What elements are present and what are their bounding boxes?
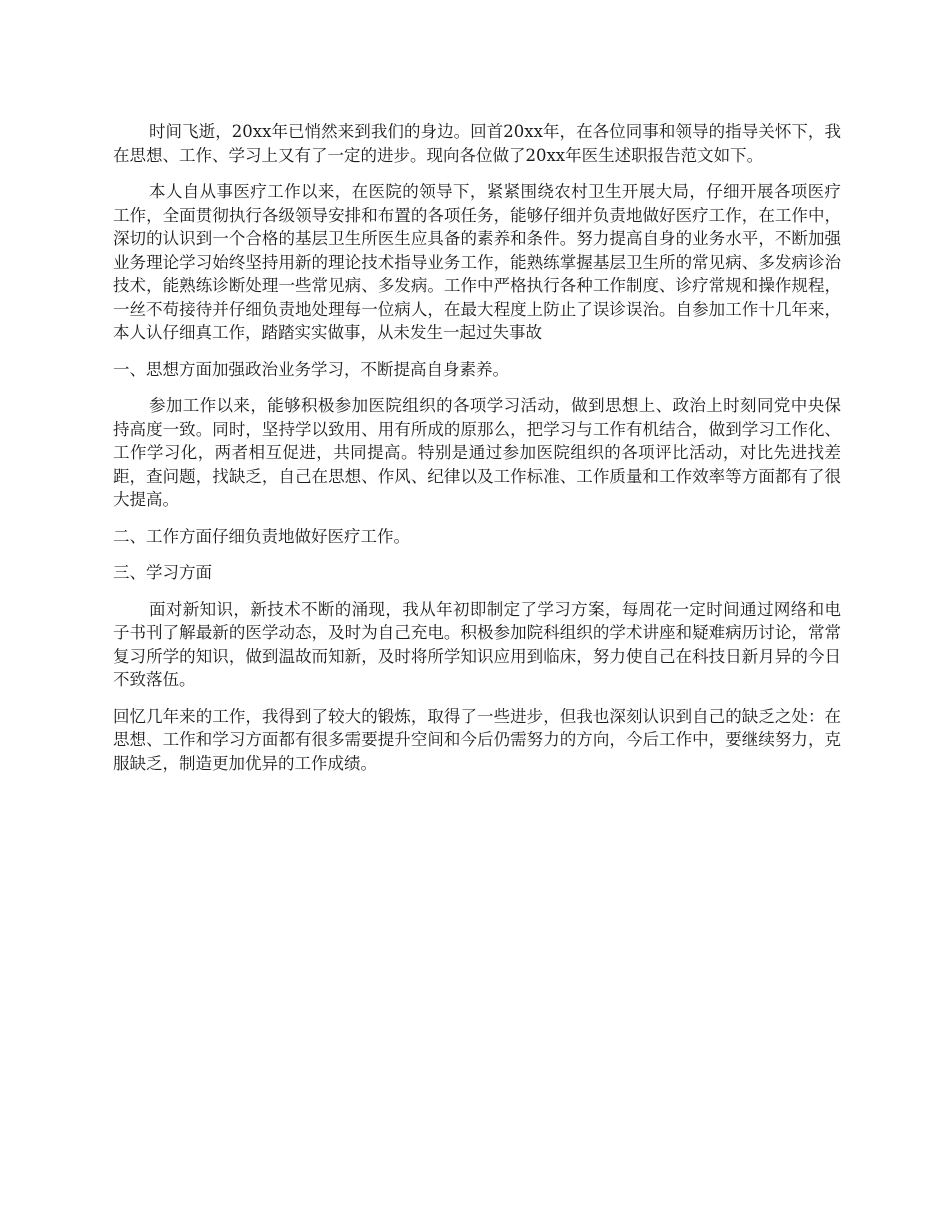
section-heading-thought: 一、思想方面加强政治业务学习，不断提高自身素养。: [113, 359, 509, 379]
study-paragraph: 面对新知识，新技术不断的涌现，我从年初即制定了学习方案，每周花一定时间通过网络和电子书刊了解最新的医学动态，及时为自己充电。积极参加院科组织的学术讲座和疑难病历讨论，常常复习所学的知识，做到温故而知新，及时将所学知识应用到临床，努力使自己在科技日新月异的今日不致落伍。: [113, 599, 841, 689]
document-body: [113, 120, 841, 788]
intro-paragraph: 时间飞逝，20xx年已悄然来到我们的身边。回首20xx年，在各位同事和领导的指导关怀下，我在思想、工作、学习上又有了一定的进步。现向各位做了20xx年医生述职报告范文如下。: [113, 122, 841, 165]
conclusion-paragraph: 回忆几年来的工作，我得到了较大的锻炼，取得了一些进步，但我也深刻认识到自己的缺乏之处：在思想、工作和学习方面都有很多需要提升空间和今后仍需努力的方向，今后工作中，要继续努力，克服缺乏，制造更加优异的工作成绩。: [113, 706, 841, 773]
thought-paragraph: 参加工作以来，能够积极参加医院组织的各项学习活动，做到思想上、政治上时刻同党中央保持高度一致。同时，坚持学以致用、用有所成的原那么，把学习与工作有机结合，做到学习工作化、工作学习化，两者相互促进，共同提高。特别是通过参加医院组织的各项评比活动，对比先进找差距，查问题，找缺乏，自己在思想、作风、纪律以及工作标准、工作质量和工作效率等方面都有了很大提高。: [113, 396, 841, 509]
section-heading-study: 三、学习方面: [113, 563, 212, 582]
section-heading-work: 二、工作方面仔细负责地做好医疗工作。: [113, 526, 410, 546]
work-summary-paragraph: 本人自从事医疗工作以来，在医院的领导下，紧紧围绕农村卫生开展大局，仔细开展各项医疗工作，全面贯彻执行各级领导安排和布置的各项任务，能够仔细并负责地做好医疗工作，在工作中，深切的认识到一个合格的基层卫生所医生应具备的素养和条件。努力提高自身的业务水平，不断加强业务理论学习始终坚持用新的理论技术指导业务工作，能熟练掌握基层卫生所的常见病、多发病诊治技术，能熟练诊断处理一些常见病、多发病。工作中严格执行各种工作制度、诊疗常规和操作规程，一丝不苟接待并仔细负责地处理每一位病人，在最大程度上防止了误诊误治。自参加工作十几年来，本人认仔细真工作，踏踏实实做事，从未发生一起过失事故: [113, 182, 841, 342]
